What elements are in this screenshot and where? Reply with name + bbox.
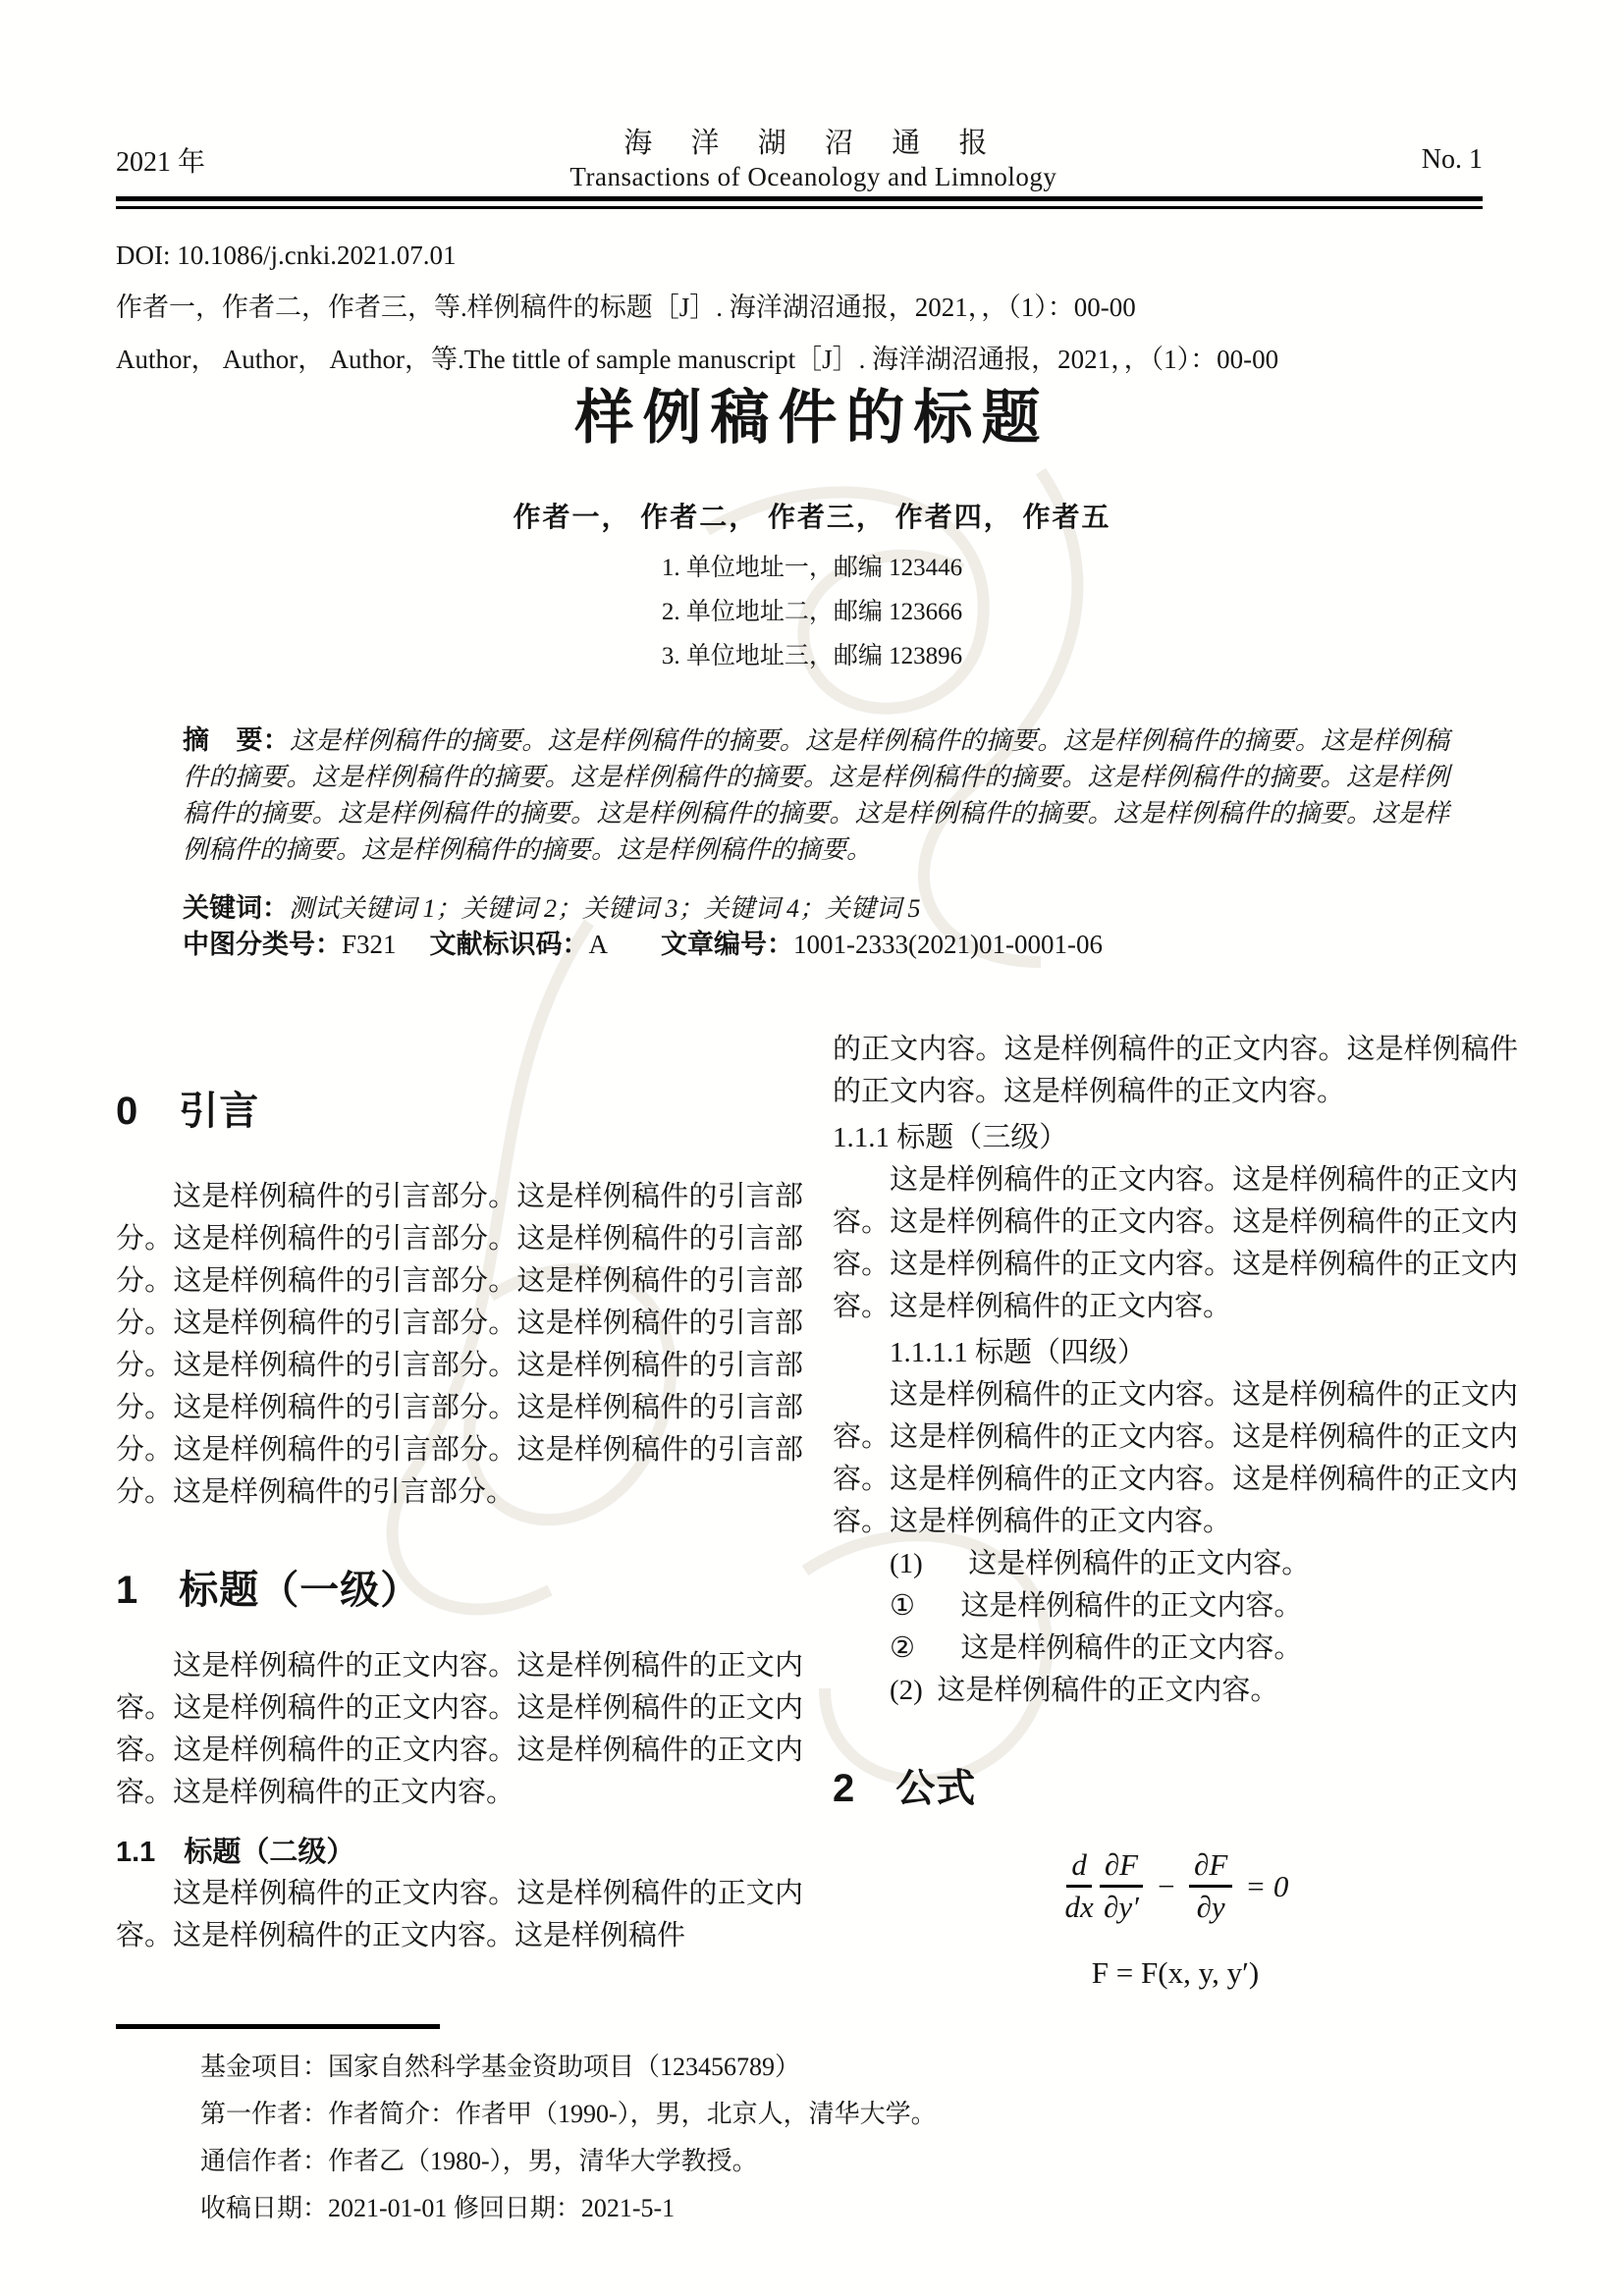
list-item: [833, 1585, 1518, 1628]
abstract-label: 摘 要：: [183, 725, 290, 755]
frac-numerator: ∂F: [1189, 1847, 1232, 1888]
section-heading-1-1: 1.1 标题（二级）: [116, 1837, 355, 1868]
fraction: [1189, 1847, 1232, 1924]
frac-denominator: ∂y: [1196, 1889, 1225, 1924]
doi-line: DOI: 10.1086/j.cnki.2021.07.01: [116, 240, 457, 270]
footnote-corresponding-author: 通信作者：作者乙（1980-），男，清华大学教授。: [200, 2147, 758, 2175]
doccode-value: A: [588, 930, 609, 959]
clc-value: F321: [342, 930, 397, 959]
list-text: 这是样例稿件的正文内容。: [968, 1548, 1311, 1579]
column-right: [833, 1029, 1518, 1994]
list-item: [833, 1543, 1518, 1585]
frac-numerator: d: [1066, 1847, 1092, 1888]
section-1-1-1-1-paragraph: 这是样例稿件的正文内容。这是样例稿件的正文内容。这是样例稿件的正文内容。这是样例稿件的正文内容。这是样例稿件的正文内容。这是样例稿件的正文内容。这是样例稿件的正文内容。: [833, 1379, 1518, 1537]
section-heading-1-1-1-1: 1.1.1.1 标题（四级）: [890, 1337, 1147, 1368]
frac-denominator: dx: [1064, 1889, 1094, 1924]
artno-value: 1001-2333(2021)01-0001-06: [793, 930, 1103, 959]
section-heading-1-1-1: 1.1.1 标题（三级）: [833, 1122, 1068, 1153]
meta-block: [116, 236, 1483, 392]
list-marker: ②: [890, 1632, 915, 1664]
classification-line: [183, 923, 1508, 961]
list-text: 这是样例稿件的正文内容。: [937, 1675, 1279, 1706]
affiliation-item: 3. 单位地址三，邮编 123896: [661, 643, 963, 669]
abstract-paragraph: [183, 722, 1449, 868]
journal-name-cn: 海 洋 湖 沼 通 报: [623, 128, 1003, 159]
section-1-paragraph: 这是样例稿件的正文内容。这是样例稿件的正文内容。这是样例稿件的正文内容。这是样例稿件的正文内容。这是样例稿件的正文内容。这是样例稿件的正文内容。这是样例稿件的正文内容。: [116, 1650, 803, 1808]
section-1-1-1-paragraph: 这是样例稿件的正文内容。这是样例稿件的正文内容。这是样例稿件的正文内容。这是样例稿件的正文内容。这是样例稿件的正文内容。这是样例稿件的正文内容。这是样例稿件的正文内容。: [833, 1164, 1518, 1322]
citation-line-cn: 作者一，作者二，作者三，等.样例稿件的标题［J］. 海洋湖沼通报，2021，，（1）：00-00: [116, 293, 1136, 322]
journal-name-en: Transactions of Oceanology and Limnology: [569, 162, 1057, 192]
fraction: [1065, 1847, 1094, 1924]
section-1-1-paragraph-right: 的正文内容。这是样例稿件的正文内容。这是样例稿件的正文内容。这是样例稿件的正文内容。: [833, 1034, 1518, 1107]
footnote-first-author: 第一作者：作者简介：作者甲（1990-），男，北京人，清华大学。: [200, 2100, 937, 2128]
affiliation-list: [0, 546, 1624, 678]
section-heading-intro: 0 引言: [116, 1090, 260, 1133]
affiliation-item: 1. 单位地址一，邮编 123446: [661, 555, 963, 581]
affiliation-item: 2. 单位地址二，邮编 123666: [661, 599, 963, 625]
journal-name-block: [205, 126, 1422, 194]
list-text: 这是样例稿件的正文内容。: [960, 1632, 1303, 1664]
header-double-rule: [116, 196, 1483, 209]
minus-operator: −: [1156, 1868, 1176, 1903]
header-issue-no: No. 1: [1421, 144, 1483, 175]
artno-label: 文章编号：: [661, 930, 794, 959]
keywords-label: 关键词：: [183, 893, 289, 923]
list-marker: (2): [890, 1675, 923, 1706]
clc-label: 中图分类号：: [183, 930, 342, 959]
doccode-label: 文献标识码：: [429, 930, 589, 959]
keywords-text: 测试关键词 1；关键词 2；关键词 3；关键词 4；关键词 5: [289, 894, 921, 923]
intro-paragraph: 这是样例稿件的引言部分。这是样例稿件的引言部分。这是样例稿件的引言部分。这是样例稿件的引言部分。这是样例稿件的引言部分。这是样例稿件的引言部分。这是样例稿件的引言部分。这是样例稿件的引言部分。这是样例稿件的引言部分。这是样例稿件的引言部分。这是样例稿件的引言部分。这是样例稿件的引言部分。这是样例稿件的引言部分。这是样例稿件的引言部分。这是样例稿件的引言部分。: [116, 1181, 803, 1508]
fraction: [1100, 1847, 1143, 1924]
column-left: [116, 1039, 803, 1957]
running-head: [116, 126, 1483, 194]
equation-rhs: = 0: [1245, 1868, 1289, 1903]
abstract-text: 这是样例稿件的摘要。这是样例稿件的摘要。这是样例稿件的摘要。这是样例稿件的摘要。这是样例稿件的摘要。这是样例稿件的摘要。这是样例稿件的摘要。这是样例稿件的摘要。这是样例稿件的摘要。这是样例稿件的摘要。这是样例稿件的摘要。这是样例稿件的摘要。这是样例稿件的摘要。这是样例稿件的摘要。这是样例稿件的摘要。这是样例稿件的摘要。这是样例稿件的摘要。: [183, 726, 1449, 864]
article-title: 样例稿件的标题: [574, 385, 1050, 451]
keywords-line: [183, 886, 1449, 925]
list-marker: (1): [890, 1548, 923, 1579]
header-year: 2021 年: [116, 147, 206, 178]
footnote-dates: 收稿日期：2021-01-01 修回日期：2021-5-1: [200, 2194, 676, 2222]
section-heading-1: 1 标题（一级）: [116, 1569, 421, 1612]
section-heading-2: 2 公式: [833, 1767, 977, 1810]
list-item: [833, 1670, 1518, 1712]
frac-numerator: ∂F: [1100, 1847, 1143, 1888]
section-1-1-paragraph-left: 这是样例稿件的正文内容。这是样例稿件的正文内容。这是样例稿件的正文内容。这是样例稿件: [116, 1878, 803, 1951]
frac-denominator: ∂y′: [1104, 1889, 1139, 1924]
footnote-fund: 基金项目：国家自然科学基金资助项目（123456789）: [200, 2053, 801, 2081]
author-line: 作者一， 作者二， 作者三， 作者四， 作者五: [513, 502, 1111, 532]
list-marker: ①: [890, 1590, 915, 1622]
equation-f-definition: F = F(x, y, y′): [1091, 1955, 1260, 1991]
footnote-block: [200, 2044, 1506, 2232]
equation-euler-lagrange: [833, 1847, 1518, 1924]
list-item: [833, 1628, 1518, 1670]
citation-line-en: Author， Author， Author，等.The tittle of sample manuscript［J］. 海洋湖沼通报，2021，，（1）：00-00: [116, 345, 1279, 374]
list-text: 这是样例稿件的正文内容。: [960, 1590, 1303, 1622]
footnote-separator-rule: [116, 2024, 440, 2029]
